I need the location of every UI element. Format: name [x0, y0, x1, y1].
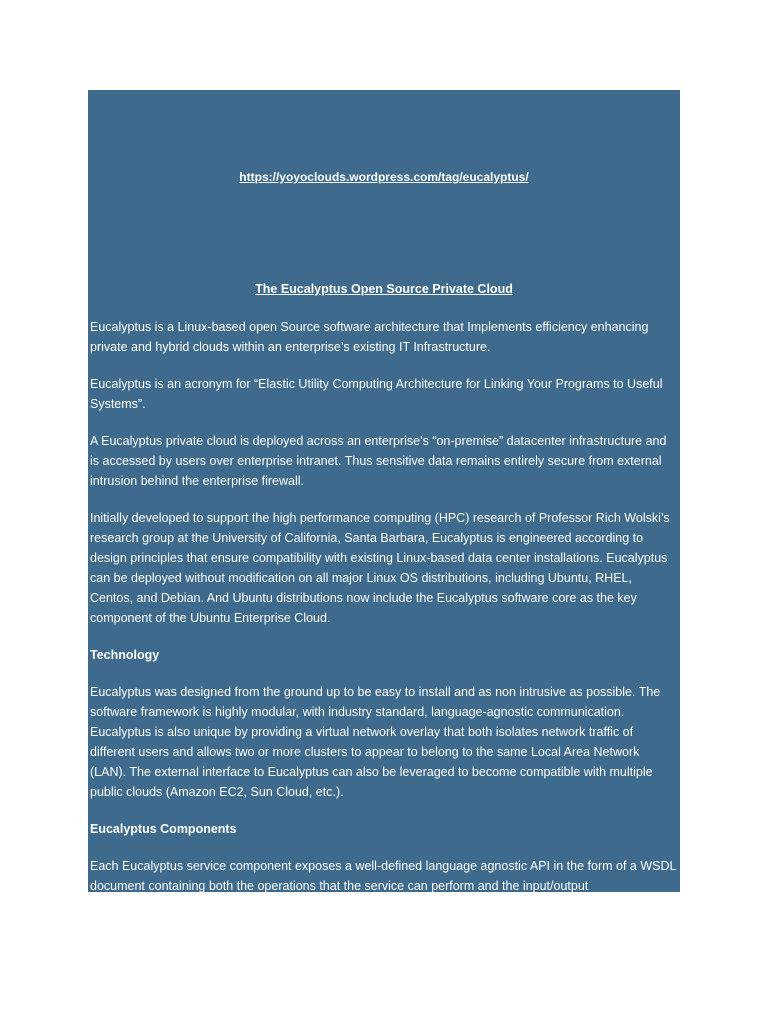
- paragraph-intro: Eucalyptus is a Linux-based open Source software architecture that Implements efficiency enhancing private and hybrid clouds within an enterprise’s existing IT Infrastructure.: [90, 320, 649, 354]
- components-paragraph: Each Eucalyptus service component exposes a well-defined language agnostic API in the form of a WSDL document containing both the operations that the service can perform and the input/output: [90, 859, 676, 892]
- source-link-line: [88, 167, 680, 187]
- article-body: [90, 317, 678, 892]
- technology-paragraph: Eucalyptus was designed from the ground up to be easy to install and as non intrusive as possible. The software framework is highly modular, with industry standard, language-agnostic communication. Eucalyptus is also unique by providing a virtual network overlay that both isolates network traffic of different users and allows two or more clusters to appear to belong to the same Local Area Network (LAN). The external interface to Eucalyptus can also be leveraged to become compatible with multiple public clouds (Amazon EC2, Sun Cloud, etc.).: [90, 685, 661, 799]
- paragraph-history: Initially developed to support the high performance computing (HPC) research of Professor Rich Wolski’s research group at the University of California, Santa Barbara, Eucalyptus is engineered according to design principles that ensure compatibility with existing Linux-based data center installations. Eucalyptus can be deployed without modification on all major Linux OS distributions, including Ubuntu, RHEL, Centos, and Debian. And Ubuntu distributions now include the Eucalyptus software core as the key component of the Ubuntu Enterprise Cloud.: [90, 511, 670, 625]
- technology-heading: Technology: [90, 648, 160, 662]
- paragraph-deployment: A Eucalyptus private cloud is deployed across an enterprise’s “on-premise” datacenter infrastructure and is accessed by users over enterprise intranet. Thus sensitive data remains entirely secure from external intrusion behind the enterprise firewall.: [90, 434, 667, 488]
- components-heading: Eucalyptus Components: [90, 822, 237, 836]
- paragraph-acronym: Eucalyptus is an acronym for “Elastic Utility Computing Architecture for Linking Your Programs to Useful Systems”.: [90, 377, 663, 411]
- source-link[interactable]: https://yoyoclouds.wordpress.com/tag/eucalyptus/: [239, 170, 529, 184]
- document-panel: [88, 90, 680, 892]
- article-title: The Eucalyptus Open Source Private Cloud: [255, 282, 513, 296]
